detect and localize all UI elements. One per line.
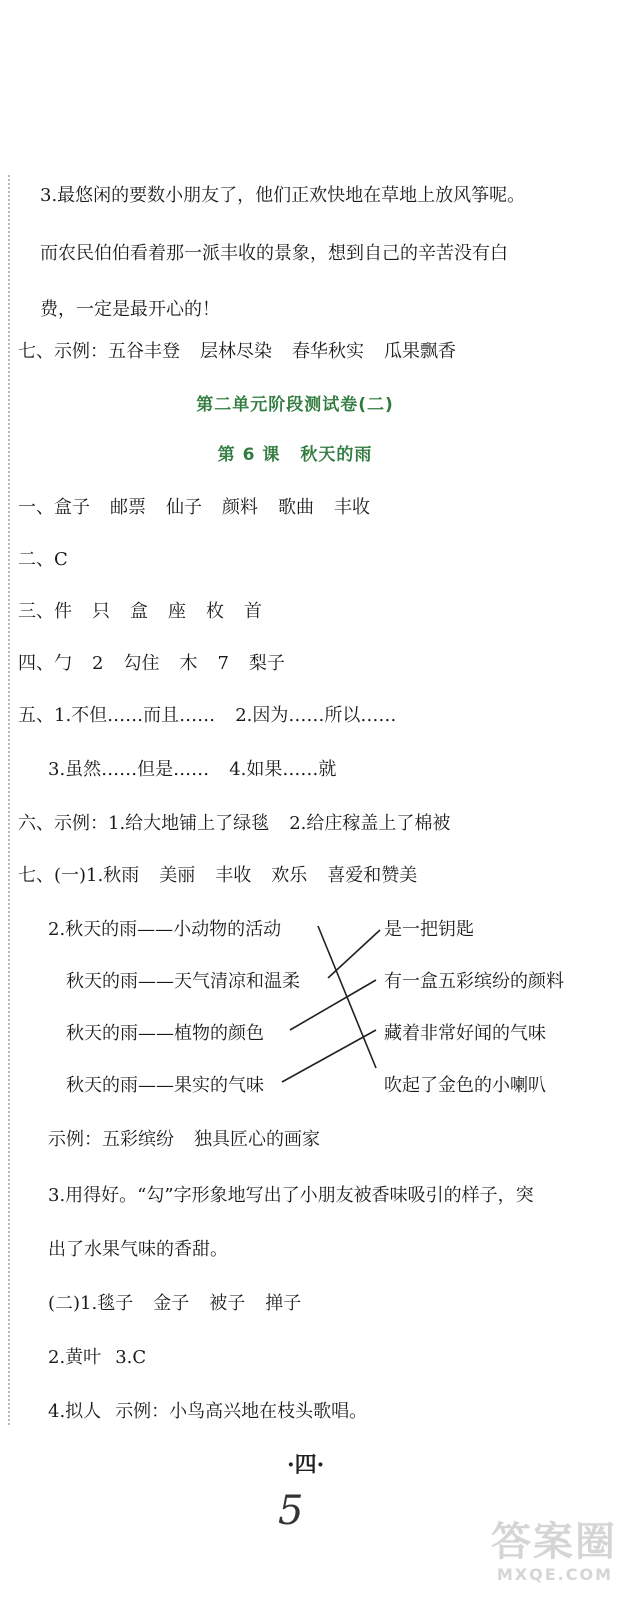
q3-item: 首: [244, 601, 262, 622]
match-left-4: 秋天的雨——果实的气味: [66, 1075, 264, 1096]
p2-q3: 3.C: [115, 1347, 147, 1368]
q5-part-2: 2.因为……所以……: [235, 705, 397, 726]
p2-q1-item: 金子: [153, 1293, 190, 1314]
q3-prefix: 三、件: [18, 601, 72, 622]
top-q3-line1: 3.最悠闲的要数小朋友了，他们正欢快地在草地上放风筝呢。: [40, 185, 526, 206]
q3-item: 座: [168, 601, 186, 622]
q3-item: 盒: [130, 601, 148, 622]
top-q7-item: 春华秋实: [292, 341, 364, 362]
top-q7-item: 层林尽染: [200, 341, 272, 362]
example-b: 独具匠心的画家: [194, 1129, 320, 1150]
q1-prefix: 一、盒子: [18, 497, 90, 518]
q4-item: 2: [92, 653, 104, 674]
p2-q4-a: 4.拟人: [48, 1401, 102, 1422]
match-right-3: 藏着非常好闻的气味: [384, 1023, 546, 1044]
q4-item: 勾住: [123, 653, 160, 674]
q5-part-3: 3.虽然……但是……: [48, 759, 210, 780]
q5-part-1: 五、1.不但……而且……: [18, 705, 216, 726]
match-right-4: 吹起了金色的小喇叭: [384, 1075, 546, 1096]
top-q3-line3: 费，一定是最开心的！: [40, 299, 220, 320]
match-right-2: 有一盒五彩缤纷的颜料: [384, 971, 564, 992]
top-q3-line2: 而农民伯伯看着那一派丰收的景象，想到自己的辛苦没有白: [40, 243, 508, 264]
part-two-q1: [48, 1292, 301, 1316]
top-q7-item: 瓜果飘香: [384, 341, 456, 362]
watermark: [467, 1510, 617, 1584]
match-left-2: 秋天的雨——天气清凉和温柔: [66, 971, 300, 992]
q6-part-2: 2.给庄稼盖上了棉被: [289, 813, 451, 834]
match-right-1: 是一把钥匙: [384, 919, 474, 940]
q1-item: 邮票: [110, 497, 146, 518]
q5-part-4: 4.如果……就: [229, 759, 337, 780]
example-line: [48, 1128, 320, 1152]
match-left-1: 2.秋天的雨——小动物的活动: [48, 919, 282, 940]
q3-item: 枚: [206, 601, 224, 622]
match-connector: [290, 980, 376, 1030]
part-two-q2-q3: [48, 1346, 146, 1370]
q4-item: 木: [179, 653, 198, 674]
match-connector: [282, 1030, 376, 1082]
q7-1-item: 美丽: [159, 865, 196, 886]
q7-1-prefix: 七、(一)1.秋雨: [18, 865, 140, 886]
q1-item: 颜料: [222, 497, 258, 518]
q1-item: 仙子: [166, 497, 202, 518]
q6-part-1: 六、示例：1.给大地铺上了绿毯: [18, 813, 270, 834]
p2-q1-item: 被子: [209, 1293, 246, 1314]
q7-1-item: 欢乐: [271, 865, 308, 886]
answer-q2: 二、C: [18, 549, 68, 570]
q1-item: 歌曲: [278, 497, 314, 518]
q7-1-item: 喜爱和赞美: [327, 865, 418, 886]
q1-item: 丰收: [334, 497, 370, 518]
lesson-number: 第 6 课: [217, 445, 281, 465]
p2-q2: 2.黄叶: [48, 1347, 102, 1368]
p2-q1-item: 掸子: [265, 1293, 302, 1314]
unit-title: 第二单元阶段测试卷(二): [196, 395, 394, 415]
p2-q4-b: 示例：小鸟高兴地在枝头歌唱。: [115, 1401, 368, 1422]
part-one-q3-line1: 3.用得好。“勾”字形象地写出了小朋友被香味吸引的样子，突: [48, 1185, 534, 1206]
watermark-logo-text: 答案圈: [491, 1518, 617, 1565]
q4-item: 梨子: [248, 653, 285, 674]
part-two-q4: [48, 1400, 367, 1424]
part-one-q3-line2: 出了水果气味的香甜。: [48, 1239, 228, 1260]
q7-1-item: 丰收: [215, 865, 252, 886]
top-q7-prefix: 七、示例：五谷丰登: [18, 341, 180, 362]
q3-item: 只: [92, 601, 110, 622]
example-a: 示例：五彩缤纷: [48, 1129, 174, 1150]
match-connector: [328, 930, 380, 978]
watermark-url: MXQE.COM: [496, 1565, 613, 1584]
match-left-3: 秋天的雨——植物的颜色: [66, 1023, 264, 1044]
p2-q1-prefix: (二)1.毯子: [48, 1293, 134, 1314]
q4-item: 7: [217, 653, 229, 674]
q4-prefix: 四、勹: [18, 653, 72, 674]
page-number: 5: [278, 1488, 304, 1534]
lesson-title: 秋天的雨: [300, 445, 373, 465]
page-mark: ·四·: [287, 1452, 325, 1478]
